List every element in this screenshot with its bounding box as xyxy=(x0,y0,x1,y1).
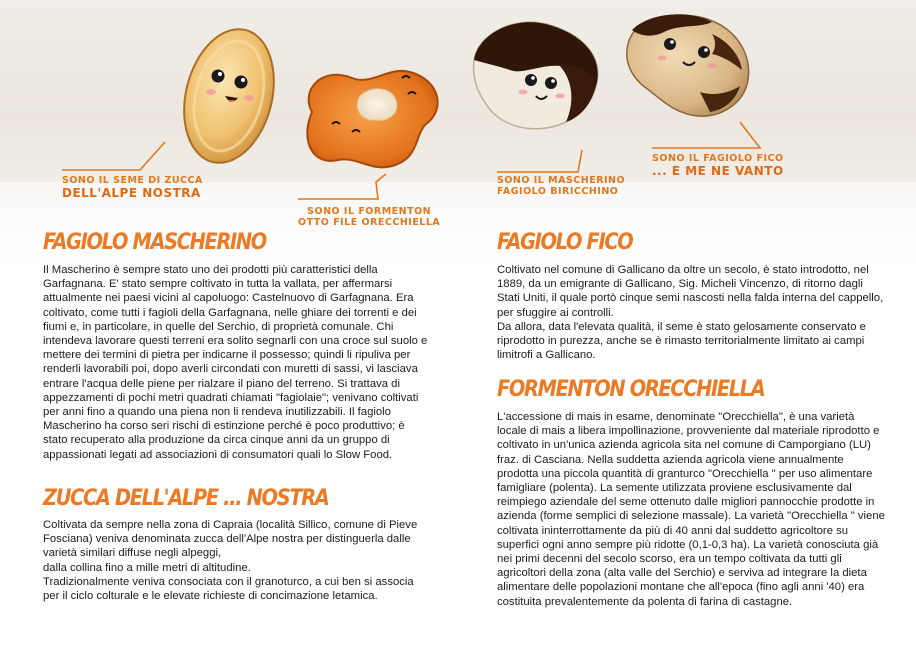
heading-formenton-orecchiella: FORMENTON ORECCHIELLA xyxy=(497,377,765,402)
caption-formenton-line1: SONO IL FORMENTON xyxy=(307,206,432,217)
banner-illustrations xyxy=(0,0,916,262)
caption-zucca-line1: SONO IL SEME DI ZUCCA xyxy=(62,175,203,186)
caption-formenton xyxy=(298,206,440,228)
pointer-mascherino xyxy=(497,150,582,172)
corn-kernel-character-icon xyxy=(307,71,437,168)
pointer-formenton xyxy=(298,174,386,199)
caption-zucca-line2: DELL'ALPE NOSTRA xyxy=(62,186,201,201)
caption-mascherino-line2: FAGIOLO BIRICCHINO xyxy=(497,186,619,198)
caption-mascherino-line1: SONO IL MASCHERINO xyxy=(497,175,626,186)
paragraph-zucca-2: dalla collina fino a mille metri di altitudine. xyxy=(43,561,251,574)
paragraph-fico-1: Coltivato nel comune di Gallicano da oltre un secolo, è stato introdotto, nel 1889, da un emigrante di Gallicano, Sig. Micheli Vincenzo, di ritorno dagli Stati Uniti, il quale portò cinque semi nascosti nella falda interna del cappello, per sfuggire ai controlli. xyxy=(497,264,884,319)
text-fagiolo-mascherino xyxy=(43,263,429,462)
paragraph-zucca-1: Coltivata da sempre nella zona di Capraia (località Sillico, comune di Pieve Fosciana) veniva denominata zucca dell'Alpe nostra per distinguerla dalle varietà similari diffuse negli alpeggi, xyxy=(43,519,418,560)
paragraph-zucca-3: Tradizionalmente veniva consociata con il granoturco, a cui ben si associa per il ciclo colturale e le elevate richieste di concimazione letamica. xyxy=(43,575,414,603)
heading-fagiolo-mascherino: FAGIOLO MASCHERINO xyxy=(43,230,266,255)
heading-zucca-alpe: ZUCCA DELL'ALPE ... NOSTRA xyxy=(43,486,329,511)
caption-formenton-line2: OTTO FILE ORECCHIELLA xyxy=(298,217,441,229)
caption-fico-line2: ... E ME NE VANTO xyxy=(652,164,784,179)
mascherino-bean-character-icon xyxy=(474,22,598,129)
caption-fico-line1: SONO IL FAGIOLO FICO xyxy=(652,153,784,164)
pumpkin-seed-character-icon xyxy=(171,20,287,173)
banner xyxy=(0,0,916,262)
caption-fico xyxy=(652,153,784,178)
heading-fagiolo-fico: FAGIOLO FICO xyxy=(497,230,633,255)
caption-mascherino xyxy=(497,175,625,197)
paragraph-mascherino: Il Mascherino è sempre stato uno dei prodotti più caratteristici della Garfagnana. E' stato sempre coltivato in tutta la vallata, per affermarsi attualmente nei paesi vicini al capoluogo: Castelnuovo di Garfagnana. Era coltivato, come tutti i fagioli della Garfagnana, nelle ghiare dei torrenti e dei fiumi e, in particolare, in quelle del Serchio, di proprietà comunale. Chi intendeva lavorare questi terreni era solito segnarli con una croce sul suolo e mettere dei termini di pietra per indicarne il possesso; quindi li ripuliva per renderli lavorabili poi, dopo averli circondati con muretti di sassi, vi lasciava entrare l'acqua delle piene per rialzare il piano del terreno. Si trattava di appezzamenti di pochi metri quadrati chiamati "fagiolaie"; venivano coltivati per anni fino a quando una piena non li rendeva inutilizzabili. Il fagiolo Mascherino ha corso seri rischi di estinzione perché è poco produttivo; è stato recuperato alla produzione da circa cinque anni da un gruppo di appassionati legati ad associazioni di consumatori quali lo Slow Food. xyxy=(43,264,428,461)
pointer-fico xyxy=(652,122,760,148)
fico-bean-character-icon xyxy=(627,14,749,116)
text-formenton-orecchiella xyxy=(497,410,887,609)
paragraph-fico-2: Da allora, data l'elevata qualità, il seme è stato gelosamente conservato e riprodotto in purezza, anche se è rimasto territorialmente limitato ai campi limitrofi a Gallicano. xyxy=(497,320,866,362)
paragraph-formenton: L'accessione di mais in esame, denominate "Orecchiella", è una varietà locale di mais a libera impollinazione, provveniente dal materiale riprodotto e coltivato in un'unica azienda agricola sita nel comune di Camporgiano (LU) fraz. di Casciana. Nella suddetta azienda agricola viene annualmente prodotta una piccola quantità di granturco "Orecchiella " per uso alimentare famigliare (polenta). La semente utilizzata proviene esclusivamente dal reimpiego aziendale del seme ottenuto dalle migliori pannocchie prodotte in azienda (forme semplici di selezione massale). La varietà "Orecchiella " viene coltivata ininterrottamente da più di 40 anni dal suddetto agricoltore su superfici ogni anno sempre più ridotte (0,1-0,3 ha). La varietà conosciuta già nei primi decenni del secolo scorso, era un tempo coltivata da tutti gli agricoltori della zona (alta valle del Serchio) e serviva ad integrare la dieta alimentare delle popolazioni montane che all'epoca (fino agli anni '40) era costituita prevalentemente da polenta di farina di castagne. xyxy=(497,411,885,608)
text-zucca-alpe xyxy=(43,518,423,603)
pointer-zucca xyxy=(62,142,165,170)
caption-zucca xyxy=(62,175,203,200)
text-fagiolo-fico xyxy=(497,263,887,362)
